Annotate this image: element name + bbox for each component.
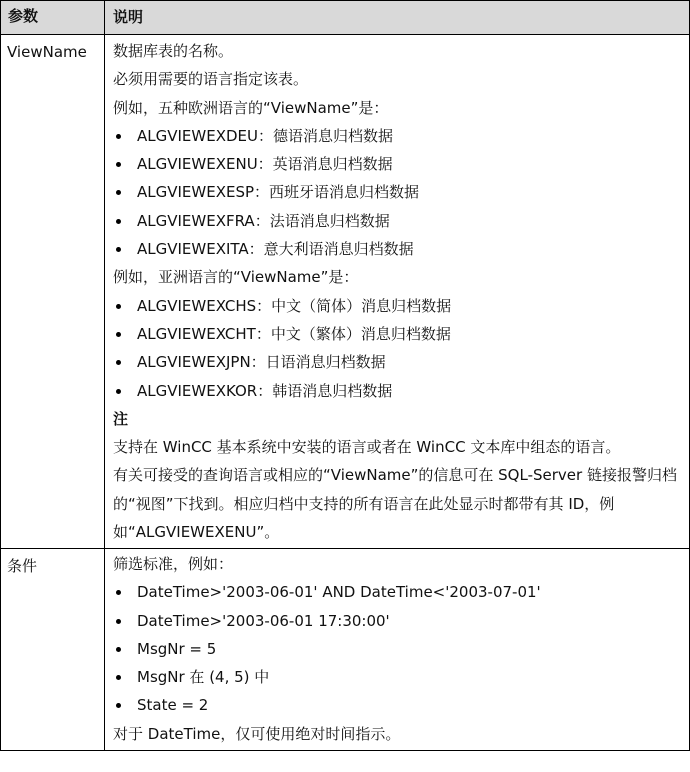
table-row-condition: [1, 549, 689, 750]
list-item: ALGVIEWEXCHT：中文（繁体）消息归档数据: [113, 320, 681, 348]
description-text: 例如，五种欧洲语言的“ViewName”是：: [113, 98, 389, 117]
param-name: 条件: [1, 549, 105, 750]
list-item: ALGVIEWEXESP：西班牙语消息归档数据: [113, 178, 681, 206]
description-text: 数据库表的名称。: [113, 42, 234, 60]
list-item: ALGVIEWEXKOR：韩语消息归档数据: [113, 377, 681, 405]
list-item: ALGVIEWEXCHS：中文（简体）消息归档数据: [113, 292, 681, 320]
list-item: ALGVIEWEXJPN：日语消息归档数据: [113, 348, 681, 376]
param-description: [105, 35, 689, 548]
description-text: 必须用需要的语言指定该表。: [113, 70, 309, 89]
header-param: 参数: [1, 1, 105, 34]
list-item: MsgNr 在 (4, 5) 中: [113, 663, 681, 691]
list-item: State = 2: [113, 691, 681, 719]
list-item: ALGVIEWEXENU：英语消息归档数据: [113, 150, 681, 178]
param-description: [105, 549, 689, 750]
table-header-row: [1, 1, 689, 35]
note-title: 注: [113, 409, 129, 428]
description-text: 对于 DateTime，仅可使用绝对时间指示。: [113, 724, 401, 743]
list-item: DateTime>'2003-06-01 17:30:00': [113, 607, 681, 635]
header-description: 说明: [113, 8, 144, 26]
table-row-viewname: [1, 35, 689, 549]
note-text: 有关可接受的查询语言或相应的“ViewName”的信息可在 SQL-Server 链接报警归档的“视图”下找到。相应归档中支持的所有语言在此处显示时都带有其 ID，例如“ALGVIEWEXENU”。: [113, 466, 677, 542]
list-item: MsgNr = 5: [113, 635, 681, 663]
note-text: 支持在 WinCC 基本系统中安装的语言或者在 WinCC 文本库中组态的语言。: [113, 438, 621, 457]
description-text: 例如，亚洲语言的“ViewName”是：: [113, 268, 359, 287]
list-item: DateTime>'2003-06-01' AND DateTime<'2003-07-01': [113, 578, 681, 606]
param-name: ViewName: [1, 35, 105, 548]
list-item: ALGVIEWEXITA：意大利语消息归档数据: [113, 235, 681, 263]
description-text: 筛选标准，例如：: [113, 554, 234, 573]
list-item: ALGVIEWEXFRA：法语消息归档数据: [113, 207, 681, 235]
list-item: ALGVIEWEXDEU：德语消息归档数据: [113, 122, 681, 150]
